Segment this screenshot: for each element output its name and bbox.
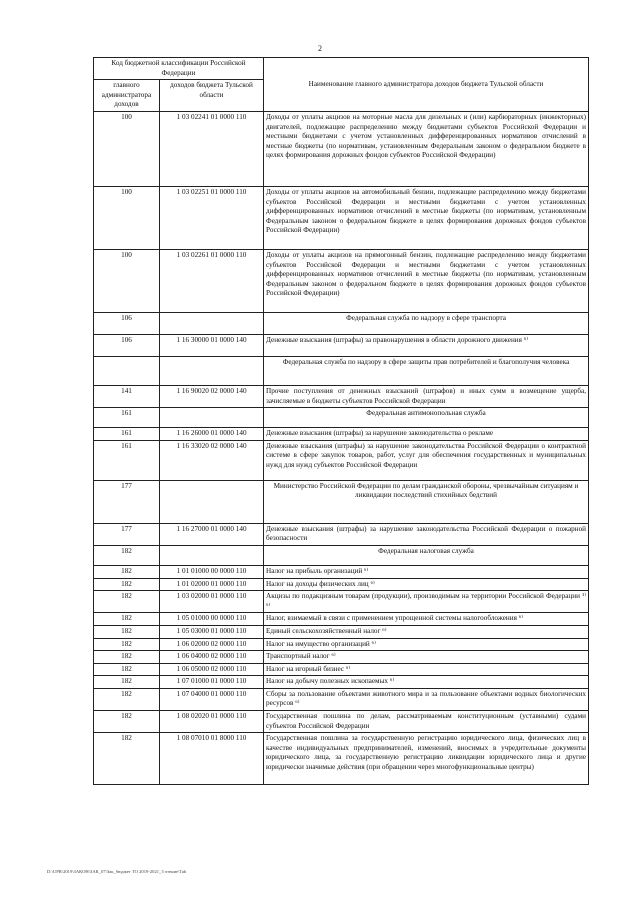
income-code-cell: 1 05 03000 01 0000 110 <box>160 625 264 638</box>
admin-code-cell <box>94 356 160 385</box>
table-row <box>94 440 589 480</box>
table-row <box>94 613 589 626</box>
income-name-cell: Налог на добычу полезных ископаемых ⁶⁾ <box>264 676 589 689</box>
admin-code-cell: 182 <box>94 711 160 733</box>
admin-code-cell: 182 <box>94 688 160 710</box>
income-code-cell: 1 07 04000 01 0000 110 <box>160 688 264 710</box>
budget-classification-table <box>93 57 589 785</box>
income-code-cell: 1 16 33020 02 0000 140 <box>160 440 264 480</box>
header-admin-cell: главного администратора доходов <box>94 80 160 112</box>
income-name-cell: Государственная пошлина по делам, рассматриваемым конституционным (уставными) судами субъектов Российской Федерации <box>264 711 589 733</box>
income-name-cell: Налог, взимаемый в связи с применением упрощенной системы налогообложения ⁶⁾ <box>264 613 589 626</box>
admin-code-cell: 182 <box>94 663 160 676</box>
income-name-cell: Акцизы по подакцизным товарам (продукции), производимым на территории Российской Федерации ¹⁾ ⁶⁾ <box>264 591 589 613</box>
income-name-cell: Налог на доходы физических лиц ⁶⁾ <box>264 578 589 591</box>
table-row <box>94 638 589 651</box>
table-row <box>94 676 589 689</box>
income-code-cell <box>160 545 264 565</box>
income-code-cell <box>160 356 264 385</box>
table-row <box>94 688 589 710</box>
table-row <box>94 186 589 249</box>
income-name-cell: Государственная пошлина за государственную регистрацию юридического лица, физических лиц в качестве индивидуальных предпринимателей, изменений, вносимых в учредительные документы юридического лица, за государственную регистрацию ликвидации юридического лица и другие юридически значимые действия (при обращении через многофункциональные центры) <box>264 733 589 785</box>
administrator-name-cell: Федеральная антимонопольная служба <box>264 408 589 428</box>
header-income-cell: доходов бюджета Тульской области <box>160 80 264 112</box>
income-code-cell: 1 01 01000 00 0000 110 <box>160 565 264 578</box>
file-path-footer: D:\UPR\2019\ЗАКОН\ЗАК_07\Зак_бюджет ТО 2019-2021_3 чтение\Tab <box>47 869 187 874</box>
admin-code-cell: 177 <box>94 523 160 545</box>
income-name-cell: Налог на имущество организаций ⁶⁾ <box>264 638 589 651</box>
administrator-name-cell: Министерство Российской Федерации по делам гражданской обороны, чрезвычайным ситуациям и ликвидации последствий стихийных бедствий <box>264 480 589 523</box>
income-name-cell: Единый сельскохозяйственный налог ⁶⁾ <box>264 625 589 638</box>
income-name-cell: Доходы от уплаты акцизов на прямогонный бензин, подлежащие распределению между бюджетами субъектов Российской Федерации и местными бюджетами с учетом установленных дифференцированных нормативов отчислений в местные бюджеты (по нормативам, установленным Федеральным законом о федеральном бюджете в целях формирования дорожных фондов субъектов Российской Федерации) <box>264 249 589 312</box>
admin-code-cell: 182 <box>94 638 160 651</box>
income-code-cell: 1 06 04000 02 0000 110 <box>160 651 264 664</box>
org-row <box>94 545 589 565</box>
admin-code-cell: 182 <box>94 651 160 664</box>
table-row <box>94 625 589 638</box>
table-row <box>94 591 589 613</box>
org-row <box>94 356 589 385</box>
income-code-cell <box>160 408 264 428</box>
income-code-cell: 1 16 26000 01 0000 140 <box>160 428 264 441</box>
income-code-cell: 1 16 90020 02 0000 140 <box>160 385 264 407</box>
admin-code-cell: 182 <box>94 578 160 591</box>
page-number: 2 <box>318 44 322 53</box>
administrator-name-cell: Федеральная служба по надзору в сфере защиты прав потребителей и благополучия человека <box>264 356 589 385</box>
income-name-cell: Денежные взыскания (штрафы) за нарушение законодательства о рекламе <box>264 428 589 441</box>
income-code-cell <box>160 480 264 523</box>
table-row <box>94 334 589 356</box>
admin-code-cell: 182 <box>94 733 160 785</box>
table-row <box>94 733 589 785</box>
admin-code-cell: 100 <box>94 186 160 249</box>
table-row <box>94 578 589 591</box>
admin-code-cell: 182 <box>94 591 160 613</box>
income-code-cell: 1 05 01000 00 0000 110 <box>160 613 264 626</box>
income-name-cell: Доходы от уплаты акцизов на моторные масла для дизельных и (или) карбюраторных (инжекторных) двигателей, подлежащие распределению между бюджетами субъектов Российской Федерации и местными бюджетами с учетом установленных дифференцированных нормативов отчислений в местные бюджеты (по нормативам, установленным Федеральным законом о федеральном бюджете в целях формирования дорожных фондов субъектов Российской Федерации) <box>264 111 589 186</box>
income-code-cell: 1 06 05000 02 0000 110 <box>160 663 264 676</box>
income-name-cell: Сборы за пользование объектами животного мира и за пользование объектами водных биологических ресурсов ⁶⁾ <box>264 688 589 710</box>
admin-code-cell: 177 <box>94 480 160 523</box>
income-name-cell: Прочие поступления от денежных взысканий (штрафов) и иных сумм в возмещение ущерба, зачисляемые в бюджеты субъектов Российской Федерации <box>264 385 589 407</box>
table-row <box>94 565 589 578</box>
admin-code-cell: 106 <box>94 312 160 334</box>
admin-code-cell: 141 <box>94 385 160 407</box>
income-name-cell: Денежные взыскания (штрафы) за нарушение законодательства Российской Федерации о пожарной безопасности <box>264 523 589 545</box>
table-row <box>94 663 589 676</box>
table-row <box>94 523 589 545</box>
admin-code-cell: 182 <box>94 625 160 638</box>
income-code-cell <box>160 312 264 334</box>
admin-code-cell: 106 <box>94 334 160 356</box>
admin-code-cell: 100 <box>94 249 160 312</box>
org-row <box>94 312 589 334</box>
header-group-cell: Код бюджетной классификации Российской Федерации <box>94 58 264 80</box>
income-code-cell: 1 01 02000 01 0000 110 <box>160 578 264 591</box>
income-code-cell: 1 03 02000 01 0000 110 <box>160 591 264 613</box>
income-code-cell: 1 16 27000 01 0000 140 <box>160 523 264 545</box>
table-row <box>94 385 589 407</box>
admin-code-cell: 182 <box>94 613 160 626</box>
income-code-cell: 1 08 02020 01 0000 110 <box>160 711 264 733</box>
income-code-cell: 1 06 02000 02 0000 110 <box>160 638 264 651</box>
administrator-name-cell: Федеральная служба по надзору в сфере транспорта <box>264 312 589 334</box>
table-row <box>94 428 589 441</box>
header-row <box>94 58 589 80</box>
income-code-cell: 1 03 02261 01 0000 110 <box>160 249 264 312</box>
income-code-cell: 1 07 01000 01 0000 110 <box>160 676 264 689</box>
income-name-cell: Транспортный налог ⁶⁾ <box>264 651 589 664</box>
income-code-cell: 1 03 02241 01 0000 110 <box>160 111 264 186</box>
table-row <box>94 711 589 733</box>
table-row <box>94 111 589 186</box>
admin-code-cell: 182 <box>94 565 160 578</box>
table-row <box>94 651 589 664</box>
admin-code-cell: 182 <box>94 545 160 565</box>
income-code-cell: 1 16 30000 01 0000 140 <box>160 334 264 356</box>
income-name-cell: Налог на игорный бизнес ⁶⁾ <box>264 663 589 676</box>
income-code-cell: 1 03 02251 01 0000 110 <box>160 186 264 249</box>
admin-code-cell: 100 <box>94 111 160 186</box>
administrator-name-cell: Федеральная налоговая служба <box>264 545 589 565</box>
table-row <box>94 249 589 312</box>
admin-code-cell: 161 <box>94 408 160 428</box>
admin-code-cell: 161 <box>94 428 160 441</box>
header-name-cell: Наименование главного администратора доходов бюджета Тульской области <box>264 58 589 112</box>
income-code-cell: 1 08 07010 01 8000 110 <box>160 733 264 785</box>
admin-code-cell: 182 <box>94 676 160 689</box>
income-name-cell: Налог на прибыль организаций ⁶⁾ <box>264 565 589 578</box>
income-name-cell: Денежные взыскания (штрафы) за нарушение законодательства Российской Федерации о контрактной системе в сфере закупок товаров, работ, услуг для обеспечения государственных и муниципальных нужд для нужд субъектов Российской Федерации <box>264 440 589 480</box>
org-row <box>94 480 589 523</box>
org-row <box>94 408 589 428</box>
income-name-cell: Доходы от уплаты акцизов на автомобильный бензин, подлежащие распределению между бюджетами субъектов Российской Федерации и местными бюджетами с учетом установленных дифференцированных нормативов отчислений в местные бюджеты (по нормативам, установленным Федеральным законом о федеральном бюджете в целях формирования дорожных фондов субъектов Российской Федерации) <box>264 186 589 249</box>
income-name-cell: Денежные взыскания (штрафы) за правонарушения в области дорожного движения ⁶⁾ <box>264 334 589 356</box>
admin-code-cell: 161 <box>94 440 160 480</box>
